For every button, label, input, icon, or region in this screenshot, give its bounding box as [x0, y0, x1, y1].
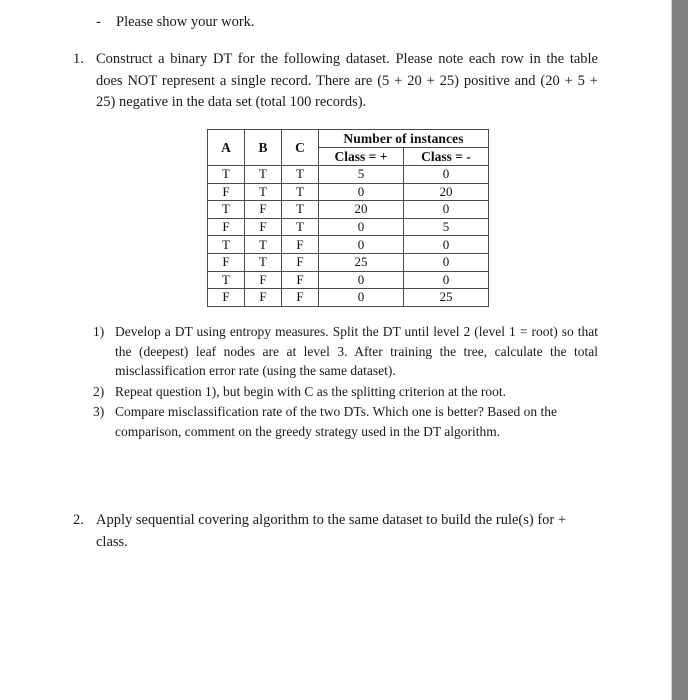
- cell-b: T: [245, 166, 282, 184]
- cell-a: F: [208, 289, 245, 307]
- cell-negative: 5: [404, 218, 489, 236]
- cell-positive: 5: [319, 166, 404, 184]
- table-row: [208, 218, 489, 236]
- viewer-edge-band: [672, 0, 688, 700]
- cell-a: F: [208, 218, 245, 236]
- cell-b: F: [245, 218, 282, 236]
- question-1: [73, 49, 598, 114]
- dash-bullet-text: Please show your work.: [116, 14, 255, 30]
- table-row: [208, 183, 489, 201]
- subquestion-2-marker: 2): [93, 383, 105, 399]
- cell-positive: 0: [319, 218, 404, 236]
- table-row: [208, 289, 489, 307]
- table-row: [208, 166, 489, 184]
- cell-negative: 20: [404, 183, 489, 201]
- cell-c: T: [282, 218, 319, 236]
- subquestion-3-marker: 3): [93, 404, 105, 420]
- cell-c: F: [282, 271, 319, 289]
- dash-bullet-item: [96, 12, 596, 32]
- cell-b: F: [245, 201, 282, 219]
- header-class-positive: Class = +: [319, 148, 404, 166]
- cell-b: F: [245, 289, 282, 307]
- cell-c: T: [282, 183, 319, 201]
- cell-a: T: [208, 166, 245, 184]
- cell-c: F: [282, 253, 319, 271]
- cell-negative: 0: [404, 201, 489, 219]
- subquestion-3: [93, 402, 598, 441]
- cell-positive: 0: [319, 271, 404, 289]
- header-attribute-c: C: [282, 130, 319, 166]
- table-row: [208, 236, 489, 254]
- cell-b: T: [245, 236, 282, 254]
- cell-c: T: [282, 166, 319, 184]
- cell-a: T: [208, 271, 245, 289]
- dash-bullet-marker: -: [96, 14, 101, 30]
- subquestion-list: [93, 322, 598, 443]
- header-number-of-instances: Number of instances: [319, 130, 489, 148]
- dataset-table-container: [207, 129, 489, 307]
- cell-a: T: [208, 201, 245, 219]
- cell-positive: 0: [319, 289, 404, 307]
- subquestion-2: [93, 382, 598, 402]
- cell-c: F: [282, 289, 319, 307]
- cell-negative: 0: [404, 236, 489, 254]
- subquestion-2-text: Repeat question 1), but begin with C as the splitting criterion at the root.: [115, 383, 507, 399]
- dataset-table-head: [208, 130, 489, 166]
- cell-negative: 0: [404, 166, 489, 184]
- cell-b: T: [245, 183, 282, 201]
- cell-negative: 25: [404, 289, 489, 307]
- subquestion-1: [93, 322, 598, 381]
- cell-a: F: [208, 183, 245, 201]
- cell-negative: 0: [404, 253, 489, 271]
- question-1-marker: 1.: [73, 51, 84, 67]
- table-row: [208, 253, 489, 271]
- cell-positive: 0: [319, 236, 404, 254]
- subquestion-1-marker: 1): [93, 324, 105, 339]
- header-attribute-a: A: [208, 130, 245, 166]
- header-class-negative: Class = -: [404, 148, 489, 166]
- question-2-text: Apply sequential covering algorithm to the same dataset to build the rule(s) for + class.: [96, 512, 567, 550]
- cell-b: F: [245, 271, 282, 289]
- cell-a: F: [208, 253, 245, 271]
- table-header-row-1: [208, 130, 489, 148]
- cell-c: F: [282, 236, 319, 254]
- table-row: [208, 201, 489, 219]
- cell-negative: 0: [404, 271, 489, 289]
- dataset-table: [207, 129, 489, 307]
- cell-b: T: [245, 253, 282, 271]
- cell-positive: 0: [319, 183, 404, 201]
- cell-positive: 25: [319, 253, 404, 271]
- subquestion-3-text: Compare misclassification rate of the two DTs. Which one is better? Based on the comparison, comment on the greedy strategy used in the DT algorithm.: [115, 404, 557, 439]
- cell-positive: 20: [319, 201, 404, 219]
- question-1-text: Construct a binary DT for the following dataset. Please note each row in the table does NOT represent a single record. There are (5 + 20 + 25) positive and (20 + 5 + 25) negative in the data set (total 100 records).: [96, 51, 598, 110]
- subquestion-1-text: Develop a DT using entropy measures. Split the DT until level 2 (level 1 = root) so that the (deepest) leaf nodes are at level 3. After training the tree, calculate the total misclassification error rate (using the same dataset).: [115, 324, 598, 379]
- cell-a: T: [208, 236, 245, 254]
- question-2-marker: 2.: [73, 512, 84, 528]
- table-row: [208, 271, 489, 289]
- question-2: [73, 510, 598, 553]
- dataset-table-body: [208, 166, 489, 307]
- cell-c: T: [282, 201, 319, 219]
- header-attribute-b: B: [245, 130, 282, 166]
